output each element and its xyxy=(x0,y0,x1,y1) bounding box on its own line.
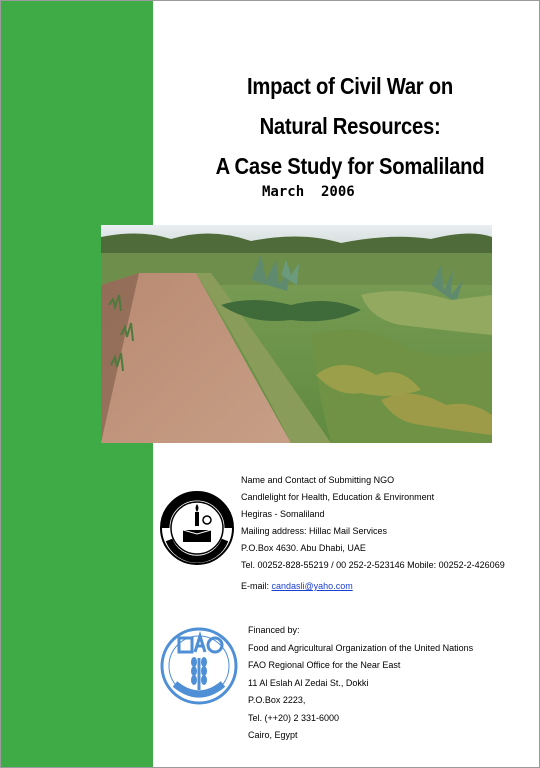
title-line-1: Impact of Civil War on xyxy=(246,73,453,99)
ngo-name: Candlelight for Health, Education & Environment xyxy=(241,492,435,502)
cover-photo xyxy=(101,225,492,443)
ngo-location: Hegiras - Somaliland xyxy=(241,509,325,519)
candle-light-seal-icon xyxy=(159,490,235,566)
fao-wheat-seal-icon xyxy=(159,624,241,708)
title-line-3: A Case Study for Somaliland xyxy=(215,153,485,179)
candlelight-logo xyxy=(159,490,235,566)
funder-street: 11 Al Eslah Al Zedai St., Dokki xyxy=(248,677,369,688)
ngo-mailing-address: Mailing address: Hillac Mail Services xyxy=(241,526,388,536)
ngo-telephone: Tel. 00252-828-55219 / 00 252-2-523146 Mobile: 00252-2-426069 xyxy=(241,560,505,570)
ngo-contact-block xyxy=(241,472,531,595)
ngo-email-label: E-mail: xyxy=(241,581,272,591)
funder-heading: Financed by: xyxy=(248,625,300,635)
report-title xyxy=(165,66,535,186)
funder-telephone: Tel. (++20) 2 331-6000 xyxy=(248,712,340,723)
funder-city: Cairo, Egypt xyxy=(248,730,298,740)
ngo-email-link[interactable]: candasli@yaho.com xyxy=(271,581,353,591)
ngo-heading: Name and Contact of Submitting NGO xyxy=(241,475,395,485)
funder-pobox: P.O.Box 2223, xyxy=(248,695,306,705)
funder-contact-block xyxy=(248,622,533,745)
ngo-email-line xyxy=(241,578,531,595)
funder-office: FAO Regional Office for the Near East xyxy=(248,660,401,670)
funder-organization: Food and Agricultural Organization of the United Nations xyxy=(248,642,474,653)
fao-logo xyxy=(159,624,241,708)
report-date: March 2006 xyxy=(262,184,355,200)
ngo-pobox: P.O.Box 4630. Abu Dhabi, UAE xyxy=(241,543,366,553)
landscape-photo-icon xyxy=(101,225,492,443)
title-line-2: Natural Resources: xyxy=(259,113,441,139)
